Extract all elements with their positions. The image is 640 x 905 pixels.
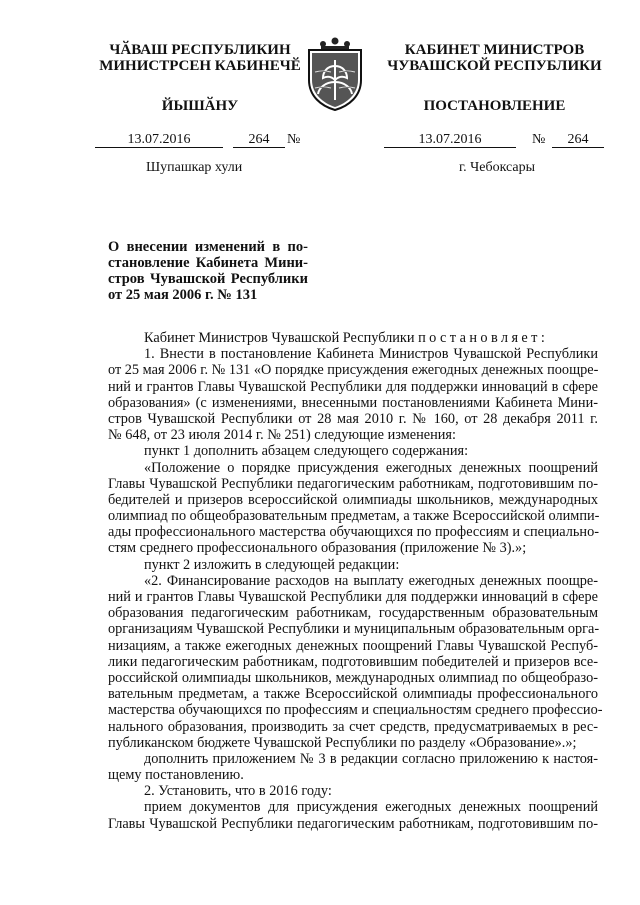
body-line: организациям Чувашской Республики и муниципальным образовательным орга- (108, 621, 600, 638)
header-left-line2: МИНИСТРСЕН КАБИНЕЧӖ (99, 58, 301, 74)
doc-type-chuvash: ЙЫШӐНУ (161, 98, 239, 114)
body-line: ний и грантов Главы Чувашской Республики для поддержки инноваций в сфере (108, 378, 598, 395)
intro-line (108, 330, 598, 346)
body-line: лики педагогическим работникам, подготовившим победителей и призеров все- (108, 653, 598, 670)
place-russian: г. Чебоксары (459, 160, 536, 175)
body-line: № 648, от 23 июля 2014 г. № 251) следующие изменения: (108, 427, 456, 444)
body-line: пункт 2 изложить в следующей редакции: (144, 556, 400, 573)
title-line: становление Кабинета Мини- (108, 255, 308, 271)
body-line: публиканском бюджете Чувашской Республики по разделу «Образование».»; (108, 734, 577, 751)
header-right-line2: ЧУВАШСКОЙ РЕСПУБЛИКИ (387, 58, 602, 74)
body-line: от 25 мая 2006 г. № 131 «О порядке присуждения ежегодных денежных поощре- (108, 362, 599, 379)
header-right-line1: КАБИНЕТ МИНИСТРОВ (404, 42, 585, 58)
body-line: нального образования, производить за счет средств, предусматриваемых в рес- (108, 718, 598, 735)
doc-number-line-left (95, 133, 309, 149)
body-line: 2. Установить, что в 2016 году: (144, 783, 332, 800)
title-line: О внесении изменений в по- (108, 239, 308, 255)
body-line: олимпиад по общеобразовательным предметам, а также Всероссийской олимпи- (108, 508, 600, 525)
intro-decree-word: постановляет: (418, 330, 549, 346)
body-line: образования педагогическим работникам, государственным образовательным (108, 605, 598, 622)
body-line: Главы Чувашской Республики педагогическим работникам, подготовившим по- (108, 815, 598, 832)
title-line: от 25 мая 2006 г. № 131 (108, 287, 258, 303)
body-line: вательным предметам, а также Всероссийской олимпиады профессионального (108, 686, 598, 703)
coat-of-arms-emblem-icon (303, 36, 367, 112)
body-line: дополнить приложением № 3 в редакции согласно приложению к настоя- (144, 750, 598, 767)
body-line: Главы Чувашской Республики педагогическим работникам, подготовившим по- (108, 475, 598, 492)
place-chuvash: Шупашкар хули (146, 160, 243, 175)
header-left-org (95, 42, 305, 74)
body-line: ний и грантов Главы Чувашской Республики для поддержки инноваций в сфере (108, 589, 598, 605)
doc-number-line-right (384, 133, 606, 149)
body-line: 1. Внести в постановление Кабинета Министров Чувашской Республики (144, 346, 598, 363)
document-body (108, 330, 603, 832)
number-label-right: № (532, 132, 546, 147)
body-line: бедителей и призеров всероссийской олимпиады школьников, международных (108, 491, 598, 508)
body-line: прием документов для присуждения ежегодных денежных поощрений (144, 799, 598, 816)
header-left-line1: ЧӐВАШ РЕСПУБЛИКИН (109, 42, 291, 58)
body-line: образования» (с изменениями, внесенными постановлениями Кабинета Мини- (108, 394, 598, 411)
intro-prefix: Кабинет Министров Чувашской Республики (144, 330, 415, 346)
document-title (108, 239, 308, 303)
number-left: 264 (233, 133, 285, 148)
body-line: щему постановлению. (108, 767, 244, 784)
number-right: 264 (552, 133, 604, 148)
body-line: стям среднего профессионального образования (приложение № 3).»; (108, 540, 527, 557)
body-line: пункт 1 дополнить абзацем следующего содержания: (144, 443, 469, 460)
header-right-org (382, 42, 607, 74)
body-line: «Положение о порядке присуждения ежегодных денежных поощрений (144, 459, 598, 476)
body-line: «2. Финансирование расходов на выплату ежегодных денежных поощре- (144, 572, 598, 589)
doc-type-russian: ПОСТАНОВЛЕНИЕ (423, 98, 566, 114)
date-left: 13.07.2016 (95, 133, 223, 148)
body-line: ады профессионального мастерства обучающихся по профессиям и специально- (108, 524, 599, 541)
date-right: 13.07.2016 (384, 133, 516, 148)
number-label-left: № (287, 132, 301, 147)
body-line: российской олимпиады школьников, международных олимпиад по общеобразо- (108, 669, 598, 686)
body-line: низациям, а также ежегодных денежных поощрений Главы Чувашской Респуб- (108, 637, 598, 654)
title-line: стров Чувашской Республики (108, 271, 308, 287)
body-line: мастерства обучающихся по профессиям и специальностям среднего профессио- (108, 702, 603, 719)
body-line: стров Чувашской Республики от 28 мая 2010 г. № 160, от 28 декабря 2011 г. (108, 410, 598, 427)
